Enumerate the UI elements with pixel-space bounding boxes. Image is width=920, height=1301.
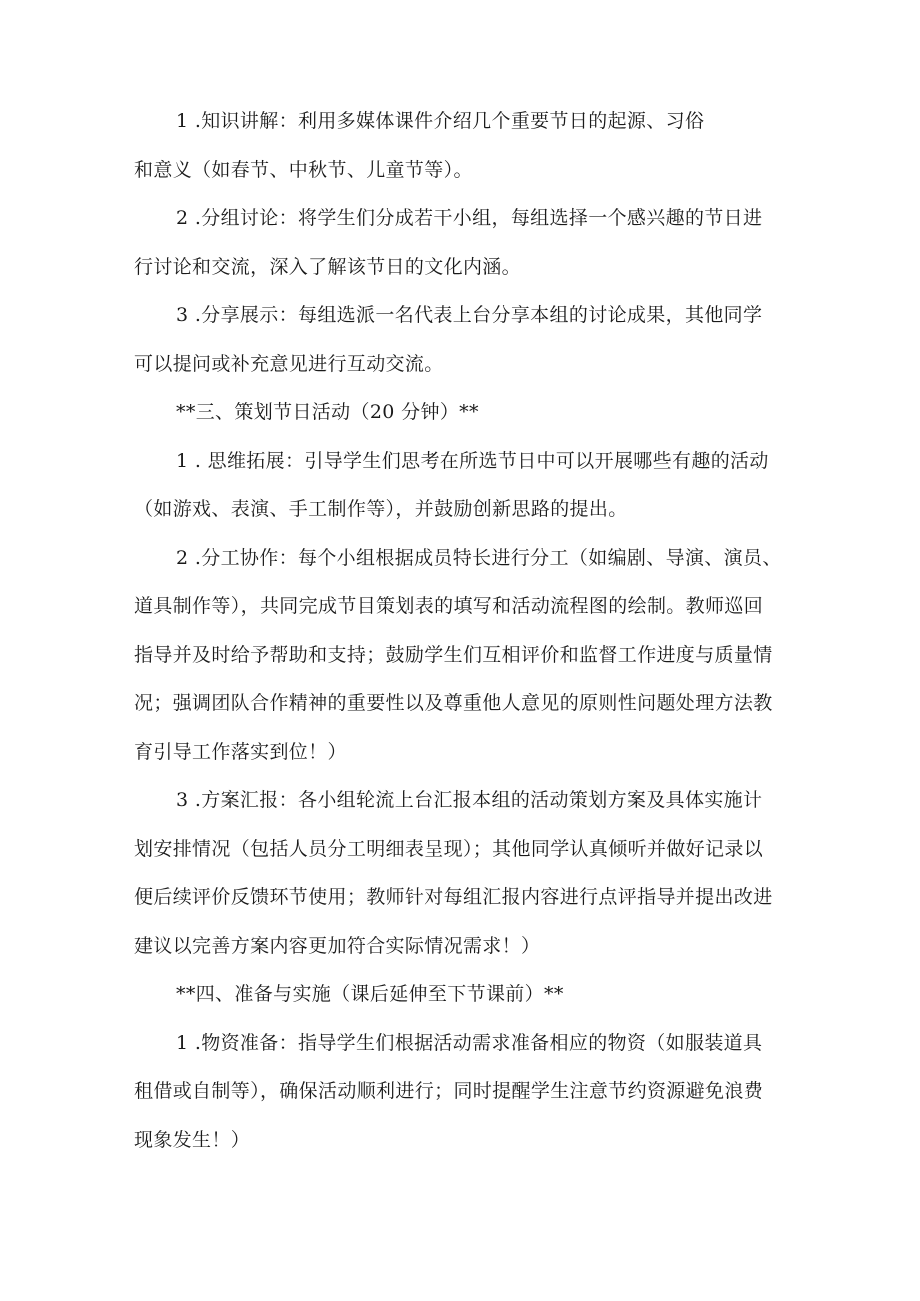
text-line: 可以提问或补充意见进行互动交流。 (134, 352, 444, 375)
paragraph-5 (134, 534, 794, 777)
text-line: 1 .物资准备：指导学生们根据活动需求准备相应的物资（如服装道具 (176, 1031, 763, 1054)
text-line: 划安排情况（包括人员分工明细表呈现）；其他同学认真倾听并做好记录以 (134, 837, 764, 860)
text-line: 行讨论和交流，深入了解该节日的文化内涵。 (134, 255, 522, 278)
text-line: 指导并及时给予帮助和支持；鼓励学生们互相评价和监督工作进度与质量情 (134, 643, 773, 666)
paragraph-6 (134, 776, 794, 970)
paragraph-7 (134, 1019, 794, 1165)
text-line: 况；强调团队合作精神的重要性以及尊重他人意见的原则性问题处理方法教 (134, 692, 773, 714)
text-line: 道具制作等），共同完成节目策划表的填写和活动流程图的绘制。教师巡回 (134, 595, 764, 617)
text-line: 和意义（如春节、中秋节、儿童节等）。 (134, 158, 473, 181)
text-line: 1 .知识讲解：利用多媒体课件介绍几个重要节日的起源、习俗 (176, 110, 705, 132)
text-line: 租借或自制等），确保活动顺利进行；同时提醒学生注意节约资源避免浪费 (134, 1080, 764, 1102)
section-heading: **三、策划节日活动（20 分钟）** (176, 401, 479, 423)
document-page (134, 97, 794, 1164)
paragraph-3 (134, 291, 794, 388)
text-line: （如游戏、表演、手工制作等），并鼓励创新思路的提出。 (134, 498, 628, 520)
text-line: 1 . 思维拓展：引导学生们思考在所选节日中可以开展哪些有趣的活动 (176, 449, 769, 472)
text-line: 便后续评价反馈环节使用；教师针对每组汇报内容进行点评指导并提出改进 (134, 886, 773, 908)
section-heading: **四、准备与实施（课后延伸至下节课前）** (176, 983, 564, 1005)
text-line: 3 .方案汇报：各小组轮流上台汇报本组的活动策划方案及具体实施计 (176, 789, 763, 811)
paragraph-1 (134, 97, 794, 194)
paragraph-4 (134, 437, 794, 534)
text-line: 2 .分组讨论：将学生们分成若干小组，每组选择一个感兴趣的节日进 (176, 207, 763, 229)
text-line: 建议以完善方案内容更加符合实际情况需求！） (134, 934, 541, 957)
text-line: 3 .分享展示：每组选派一名代表上台分享本组的讨论成果，其他同学 (176, 304, 763, 326)
section-heading-4 (134, 970, 794, 1019)
section-heading-3 (134, 388, 794, 437)
text-line: 现象发生！） (134, 1128, 251, 1151)
text-line: 2 .分工协作：每个小组根据成员特长进行分工（如编剧、导演、演员、 (176, 546, 782, 569)
paragraph-2 (134, 194, 794, 291)
text-line: 育引导工作落实到位！） (134, 740, 347, 763)
